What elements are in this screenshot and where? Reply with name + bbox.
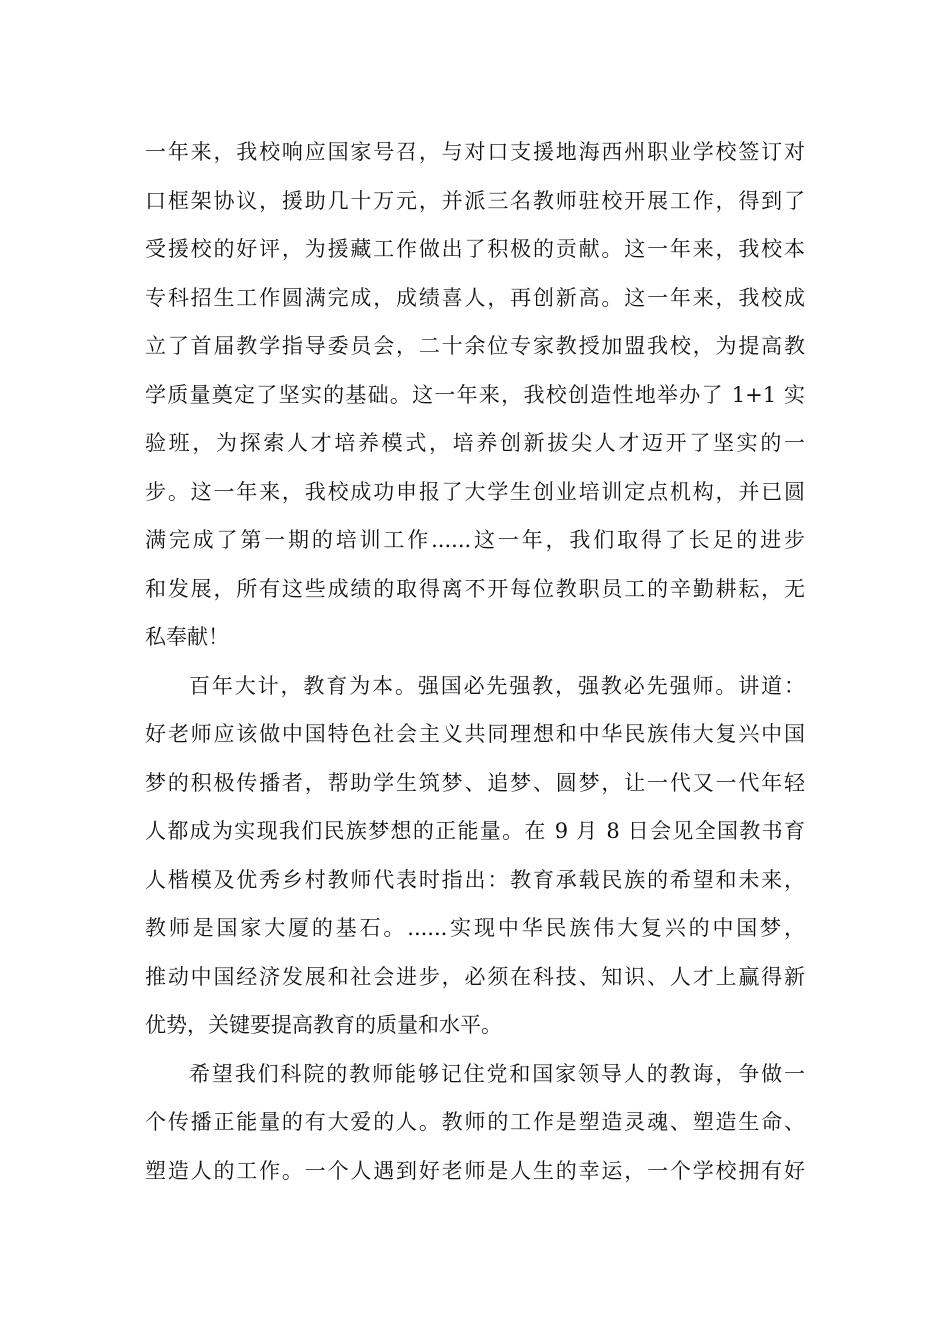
text-line: 教师是国家大厦的基石。......实现中华民族伟大复兴的中国梦， [145,916,805,940]
text-line: 个传播正能量的有大爱的人。教师的工作是塑造灵魂、塑造生命、 [145,1110,805,1134]
text-line: 步。这一年来，我校成功申报了大学生创业培训定点机构，并已圆 [145,479,805,504]
paragraph-3 [145,1050,805,1196]
text-line: 百年大计，教育为本。强国必先强教，强教必先强师。讲道： [189,673,805,698]
text-line: 塑造人的工作。一个人遇到好老师是人生的幸运，一个学校拥有好 [145,1158,805,1183]
text-line: 人都成为实现我们民族梦想的正能量。在 9 月 8 日会见全国教书育 [145,819,805,843]
text-line: 专科招生工作圆满完成，成绩喜人，再创新高。这一年来，我校成 [145,285,805,310]
text-line: 学质量奠定了坚实的基础。这一年来，我校创造性地举办了 1+1 实 [145,382,805,407]
text-line: 验班，为探索人才培养模式，培养创新拔尖人才迈开了坚实的一 [145,431,805,455]
text-line: 立了首届教学指导委员会，二十余位专家教授加盟我校，为提高教 [145,334,805,358]
text-line: 私奉献！ [145,625,229,649]
text-line: 一年来，我校响应国家号召，与对口支援地海西州职业学校签订对 [145,140,805,164]
text-line: 推动中国经济发展和社会进步，必须在科技、知识、人才上赢得新 [145,964,805,989]
text-line: 口框架协议，援助几十万元，并派三名教师驻校开展工作，得到了 [145,188,805,213]
body-text [145,128,805,1195]
text-line: 优势，关键要提高教育的质量和水平。 [145,1013,502,1037]
text-line: 受援校的好评，为援藏工作做出了积极的贡献。这一年来，我校本 [145,237,805,261]
text-line: 满完成了第一期的培训工作......这一年，我们取得了长足的进步 [145,528,805,552]
paragraph-2 [145,662,805,1050]
text-line: 希望我们科院的教师能够记住党和国家领导人的教诲，争做一 [189,1061,805,1086]
text-line: 人楷模及优秀乡村教师代表时指出：教育承载民族的希望和未来， [145,867,805,892]
text-line: 好老师应该做中国特色社会主义共同理想和中华民族伟大复兴中国 [145,722,805,746]
paragraph-1 [145,128,805,662]
text-line: 和发展，所有这些成绩的取得离不开每位教职员工的辛勤耕耘，无 [145,576,805,601]
text-line: 梦的积极传播者，帮助学生筑梦、追梦、圆梦，让一代又一代年轻 [145,770,805,795]
